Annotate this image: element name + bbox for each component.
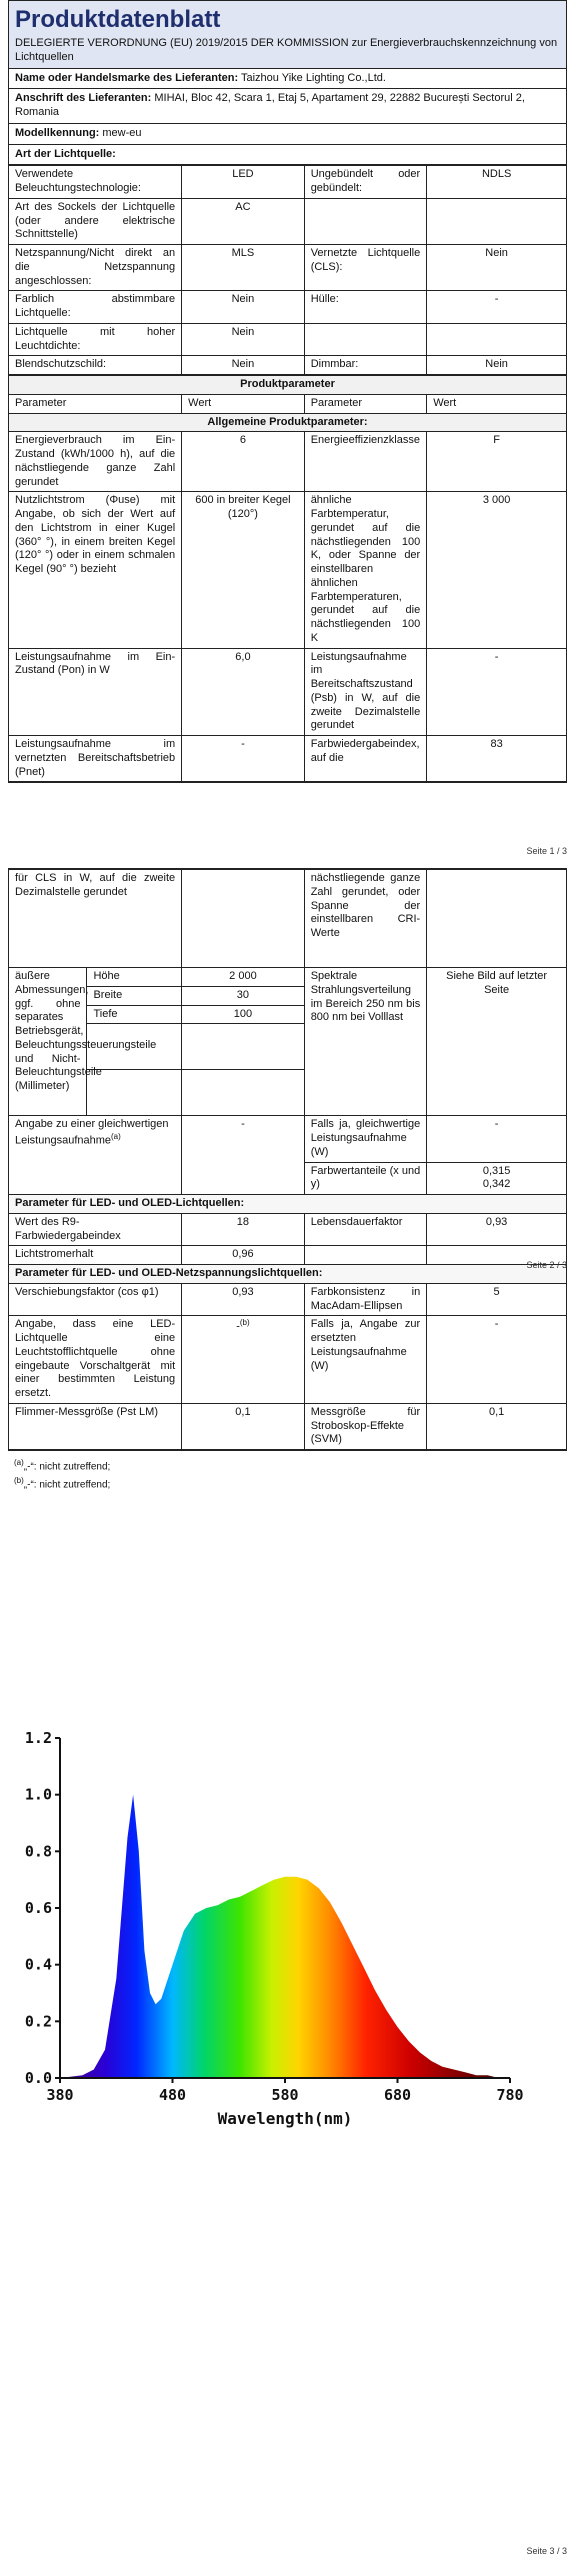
stroboscopic-value: 0,1 bbox=[427, 1403, 566, 1449]
supplier-name-label: Name oder Handelsmarke des Lieferanten: bbox=[15, 71, 239, 84]
datasheet-page-1 bbox=[8, 0, 567, 783]
general-param-value: - bbox=[182, 736, 305, 782]
macadam-value: 5 bbox=[427, 1283, 566, 1316]
lightsource-param-label: Netzspannung/Nicht direkt an die Netzspannung angeschlossen: bbox=[9, 245, 182, 291]
dim-value: 2 000 bbox=[182, 968, 305, 987]
supplier-address-label: Anschrift des Lieferanten: bbox=[15, 92, 152, 105]
page-3 bbox=[0, 1418, 575, 2560]
lightsource-row bbox=[9, 245, 566, 291]
replacement-power-value: - bbox=[427, 1316, 566, 1404]
dim-name: Tiefe bbox=[87, 1005, 182, 1024]
lightsource-param-label: Lichtquelle mit hoher Leuchtdichte: bbox=[9, 323, 182, 356]
stroboscopic-label: Messgröße für Stroboskop-Effekte (SVM) bbox=[304, 1403, 427, 1449]
lightsource-row bbox=[9, 198, 566, 244]
lightsource-param-value: Nein bbox=[182, 323, 305, 356]
general-param-row bbox=[9, 736, 566, 782]
general-param-label-2: Energieeffizienzklasse bbox=[304, 432, 427, 492]
dim-value: 100 bbox=[182, 1005, 305, 1024]
r9-value: 18 bbox=[182, 1213, 305, 1246]
lightsource-param-label: Verwendete Beleuchtungstechnologie: bbox=[9, 166, 182, 199]
general-param-value-2: - bbox=[427, 648, 566, 736]
page-2 bbox=[0, 858, 575, 1491]
model-value: mew-eu bbox=[102, 126, 142, 139]
page-number-2: Seite 2 / 3 bbox=[526, 1260, 567, 1270]
r9-label: Wert des R9-Farbwiedergabeindex bbox=[9, 1213, 182, 1246]
lifetime-factor-label: Lebensdauerfaktor bbox=[304, 1213, 427, 1246]
lightsource-param-label: Art des Sockels der Lichtquelle (oder andere elektrische Schnittstelle) bbox=[9, 198, 182, 244]
cont-value-1 bbox=[182, 870, 305, 968]
y-tick-label: 0.8 bbox=[24, 1842, 52, 1861]
led-params-header: Parameter für LED- und OLED-Lichtquellen: bbox=[9, 1195, 566, 1214]
dimensions-label: äußere Abmessungen, ggf. ohne separates Betriebsgerät, Beleuchtungssteuerungsteile und Nicht-Beleuchtungsteile (Millimeter) bbox=[9, 968, 87, 1116]
general-param-label-2: Leistungsaufnahme im Bereitschaftszustand (Psb) in W, auf die zweite Dezimalstelle gerundet bbox=[304, 648, 427, 736]
continued-table bbox=[9, 869, 566, 1450]
lightsource-row bbox=[9, 323, 566, 356]
lightsource-param-label-2 bbox=[304, 323, 427, 356]
lightsource-param-label: Blendschutzschild: bbox=[9, 356, 182, 375]
datasheet-page-2 bbox=[8, 868, 567, 1451]
lightsource-param-value-2 bbox=[427, 323, 566, 356]
general-param-value-2: F bbox=[427, 432, 566, 492]
page-1 bbox=[0, 0, 575, 858]
lightsource-param-value: Nein bbox=[182, 356, 305, 375]
equivalent-power-value: - bbox=[182, 1116, 305, 1195]
dim-name: Höhe bbox=[87, 968, 182, 987]
supplier-name-row bbox=[9, 69, 566, 90]
general-param-label-2: Farbwiedergabeindex, auf die bbox=[304, 736, 427, 782]
cont-value-2 bbox=[427, 870, 566, 968]
general-param-row bbox=[9, 432, 566, 492]
general-param-value: 600 in breiter Kegel (120°) bbox=[182, 492, 305, 648]
lightsource-header: Art der Lichtquelle: bbox=[9, 145, 566, 166]
cont-label-2: nächstliegende ganze Zahl gerundet, oder Spanne der einstellbaren CRI-Werte bbox=[304, 870, 427, 968]
lightsource-param-label-2: Ungebündelt oder gebündelt: bbox=[304, 166, 427, 199]
lightsource-param-value: Nein bbox=[182, 291, 305, 324]
lightsource-row bbox=[9, 291, 566, 324]
lightsource-param-value-2: Nein bbox=[427, 356, 566, 375]
model-label: Modellkennung: bbox=[15, 126, 100, 139]
page-title: Produktdatenblatt bbox=[15, 6, 221, 33]
lightsource-param-value: LED bbox=[182, 166, 305, 199]
lightsource-row bbox=[9, 166, 566, 199]
spectral-value: Siehe Bild auf letzter Seite bbox=[427, 968, 566, 1116]
model-row bbox=[9, 124, 566, 145]
general-params-header: Allgemeine Produktparameter: bbox=[9, 413, 566, 432]
lightsource-param-value: AC bbox=[182, 198, 305, 244]
general-param-row bbox=[9, 492, 566, 648]
y-tick-label: 1.0 bbox=[24, 1785, 52, 1804]
replacement-power-label: Falls ja, Angabe zur ersetzten Leistungsaufnahme (W) bbox=[304, 1316, 427, 1404]
col-value-2: Wert bbox=[427, 394, 566, 413]
chromaticity-value: 0,315 0,342 bbox=[427, 1162, 566, 1195]
general-param-label: Energieverbrauch im Ein-Zustand (kWh/1000 h), auf die nächstliegende ganze Zahl gerundet bbox=[9, 432, 182, 492]
footnote-a: $^{(a)}$„-“: nicht zutreffend; bbox=[14, 1458, 111, 1473]
x-tick-label: 680 bbox=[383, 2086, 412, 2104]
col-value-1: Wert bbox=[182, 394, 305, 413]
x-tick-label: 480 bbox=[158, 2086, 187, 2104]
lightsource-param-label-2 bbox=[304, 198, 427, 244]
flicker-value: 0,1 bbox=[182, 1403, 305, 1449]
lightsource-table bbox=[9, 165, 566, 375]
page-number-1: Seite 1 / 3 bbox=[526, 846, 567, 856]
regulation-subtitle: DELEGIERTE VERORDNUNG (EU) 2019/2015 DER KOMMISSION zur Energieverbrauchskennzeichnung von Lichtquellen bbox=[15, 37, 558, 63]
general-param-value-2: 3 000 bbox=[427, 492, 566, 648]
general-param-label: Leistungsaufnahme im Ein-Zustand (Pon) in W bbox=[9, 648, 182, 736]
y-tick-label: 0.0 bbox=[24, 2069, 52, 2087]
lightsource-param-value-2: - bbox=[427, 291, 566, 324]
page-number-3: Seite 3 / 3 bbox=[526, 2546, 567, 2556]
if-yes-power-label: Falls ja, gleichwertige Leistungsaufnahme (W) bbox=[304, 1116, 427, 1162]
params-table bbox=[9, 375, 566, 782]
spectrum-chart bbox=[20, 1718, 540, 2138]
led-mains-params-header: Parameter für LED- und OLED-Netzspannungslichtquellen: bbox=[9, 1265, 566, 1284]
lightsource-param-label-2: Vernetzte Lichtquelle (CLS): bbox=[304, 245, 427, 291]
general-param-label-2: ähnliche Farbtemperatur, gerundet auf die nächstliegenden 100 K, oder Spanne der einstellbaren ähnlichen Farbtemperaturen, gerundet auf die nächstliegenden 100 K bbox=[304, 492, 427, 648]
flux-maintenance-value: 0,96 bbox=[182, 1246, 305, 1265]
lightsource-param-value-2: Nein bbox=[427, 245, 566, 291]
dim-value: 30 bbox=[182, 986, 305, 1005]
lightsource-param-label-2: Dimmbar: bbox=[304, 356, 427, 375]
lightsource-param-label: Farblich abstimmbare Lichtquelle: bbox=[9, 291, 182, 324]
lightsource-param-label-2: Hülle: bbox=[304, 291, 427, 324]
supplier-name-value: Taizhou Yike Lighting Co.,Ltd. bbox=[241, 71, 386, 84]
general-param-value: 6,0 bbox=[182, 648, 305, 736]
y-tick-label: 0.4 bbox=[24, 1955, 52, 1974]
lightsource-row bbox=[9, 356, 566, 375]
y-tick-label: 1.2 bbox=[24, 1729, 52, 1747]
chromaticity-label: Farbwertanteile (x und y) bbox=[304, 1162, 427, 1195]
lightsource-param-value-2 bbox=[427, 198, 566, 244]
lightsource-param-value: MLS bbox=[182, 245, 305, 291]
y-tick-label: 0.6 bbox=[24, 1899, 52, 1917]
title-block bbox=[9, 1, 566, 69]
general-param-value-2: 83 bbox=[427, 736, 566, 782]
flicker-label: Flimmer-Messgröße (Pst LM) bbox=[9, 1403, 182, 1449]
lifetime-factor-value: 0,93 bbox=[427, 1213, 566, 1246]
cos-phi-label: Verschiebungsfaktor (cos φ1) bbox=[9, 1283, 182, 1316]
equivalent-power-label: Angabe zu einer gleichwertigen Leistungsaufnahme$^{(a)}$ bbox=[9, 1116, 182, 1195]
general-param-label: Nutzlichtstrom (Φuse) mit Angabe, ob sich der Wert auf den Lichtstrom in einer Kugel (360° °), in einem breiten Kegel (120° °) oder in einem schmalen Kegel (90° °) bezieht bbox=[9, 492, 182, 648]
x-axis-title: Wavelength(nm) bbox=[217, 2109, 353, 2128]
cont-label-1: für CLS in W, auf die zweite Dezimalstelle gerundet bbox=[9, 870, 182, 968]
x-tick-label: 780 bbox=[496, 2086, 524, 2104]
y-tick-label: 0.2 bbox=[24, 2012, 52, 2031]
replacement-label: Angabe, dass eine LED-Lichtquelle eine Leuchtstofflichtquelle ohne eingebaute Vorschaltgerät mit einer bestimmten Leistung ersetzt. bbox=[9, 1316, 182, 1404]
replacement-value: -$^{(b)}$ bbox=[182, 1316, 305, 1404]
cos-phi-value: 0,93 bbox=[182, 1283, 305, 1316]
supplier-address-row bbox=[9, 89, 566, 124]
col-param-2: Parameter bbox=[304, 394, 427, 413]
x-tick-label: 380 bbox=[46, 2086, 74, 2104]
general-param-label: Leistungsaufnahme im vernetzten Bereitschaftsbetrieb (Pnet) bbox=[9, 736, 182, 782]
if-yes-power-value: - bbox=[427, 1116, 566, 1162]
spectrum-area bbox=[60, 1795, 510, 2078]
flux-maintenance-label: Lichtstromerhalt bbox=[9, 1246, 182, 1265]
general-param-value: 6 bbox=[182, 432, 305, 492]
x-tick-label: 580 bbox=[271, 2086, 299, 2104]
lightsource-param-value-2: NDLS bbox=[427, 166, 566, 199]
col-param-1: Parameter bbox=[9, 394, 182, 413]
params-header: Produktparameter bbox=[9, 376, 566, 395]
footnote-b: $^{(b)}$„-“: nicht zutreffend; bbox=[14, 1476, 111, 1491]
macadam-label: Farbkonsistenz in MacAdam-Ellipsen bbox=[304, 1283, 427, 1316]
spectral-label: Spektrale Strahlungsverteilung im Bereich 250 nm bis 800 nm bei Volllast bbox=[304, 968, 427, 1116]
general-param-row bbox=[9, 648, 566, 736]
supplier-address-value: MIHAI, Bloc 42, Scara 1, Etaj 5, Apartament 29, 22882 București Sectorul 2, Romania bbox=[15, 92, 525, 118]
dim-name: Breite bbox=[87, 986, 182, 1005]
